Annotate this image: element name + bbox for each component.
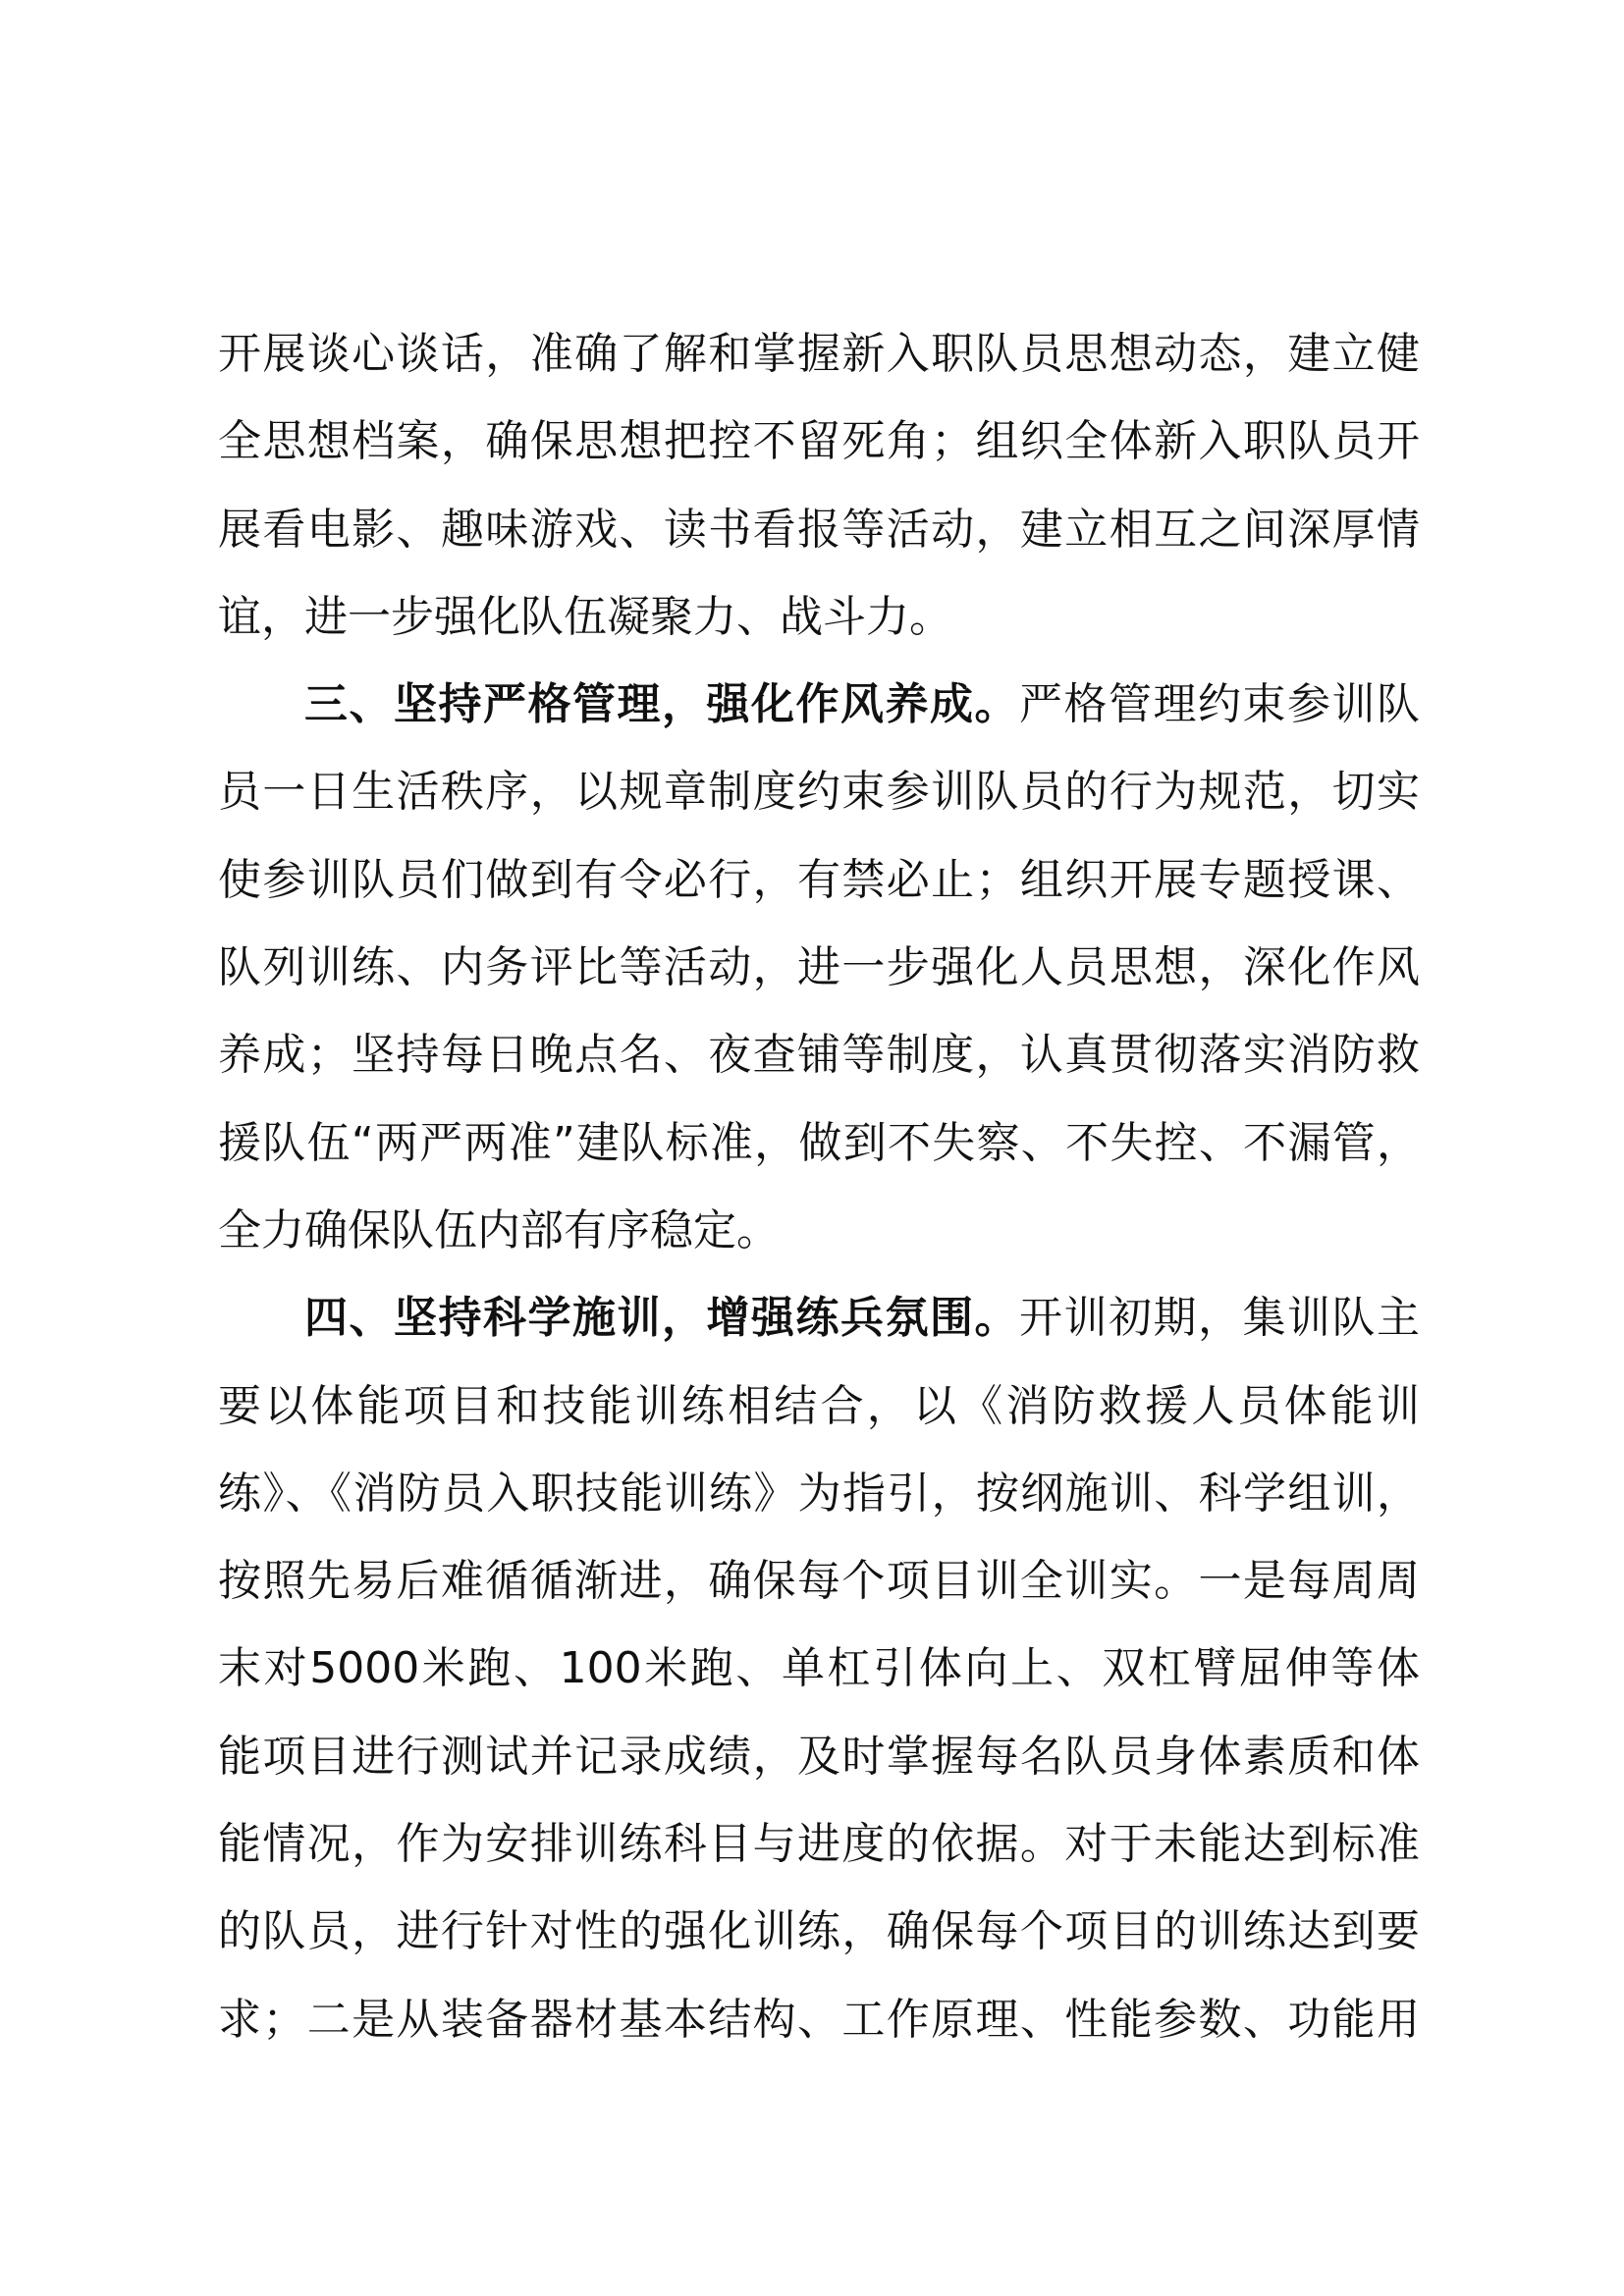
text-line: 要以体能项目和技能训练相结合，以《消防救援人员体能训 (218, 1380, 1420, 1431)
text-line: 养成；坚持每日晚点名、夜查铺等制度，认真贯彻落实消防救 (218, 1030, 1420, 1081)
section-heading-line (218, 1274, 1420, 1362)
section-heading-4: 四、坚持科学施训，增强练兵氛围。 (304, 1293, 1019, 1344)
text-line: 能情况，作为安排训练科目与进度的依据。对于未能达到标准 (218, 1819, 1420, 1870)
text-line: 援队伍“两严两准”建队标准，做到不失察、不失控、不漏管， (218, 1117, 1420, 1168)
text-line: 按照先易后难循循渐进，确保每个项目训全训实。一是每周周 (218, 1556, 1420, 1607)
text-line: 能项目进行测试并记录成绩，及时掌握每名队员身体素质和体 (218, 1731, 1420, 1782)
text-span: 严格管理约束参训队 (1019, 679, 1420, 730)
text-line: 谊，进一步强化队伍凝聚力、战斗力。 (218, 591, 952, 642)
text-line: 开展谈心谈话，准确了解和掌握新入职队员思想动态，建立健 (218, 329, 1420, 379)
section-heading-line (218, 661, 1420, 748)
text-line: 的队员，进行针对性的强化训练，确保每个项目的训练达到要 (218, 1906, 1420, 1957)
text-line: 全力确保队伍内部有序稳定。 (218, 1204, 780, 1255)
text-span: 开训初期，集训队主 (1019, 1293, 1420, 1344)
text-line: 全思想档案，确保思想把控不留死角；组织全体新入职队员开 (218, 416, 1420, 467)
text-line: 求；二是从装备器材基本结构、工作原理、性能参数、功能用 (218, 1994, 1420, 2045)
document-page (218, 310, 1420, 2063)
text-line: 练》、《消防员入职技能训练》为指引，按纲施训、科学组训， (218, 1468, 1420, 1519)
text-line: 员一日生活秩序，以规章制度约束参训队员的行为规范，切实 (218, 767, 1420, 818)
section-heading-3: 三、坚持严格管理，强化作风养成。 (304, 679, 1019, 730)
text-line: 展看电影、趣味游戏、读书看报等活动，建立相互之间深厚情 (218, 504, 1420, 555)
text-line: 队列训练、内务评比等活动，进一步强化人员思想，深化作风 (218, 942, 1420, 993)
text-line: 使参训队员们做到有令必行，有禁必止；组织开展专题授课、 (218, 854, 1420, 905)
text-line: 末对5000米跑、100米跑、单杠引体向上、双杠臂屈伸等体 (218, 1643, 1420, 1694)
